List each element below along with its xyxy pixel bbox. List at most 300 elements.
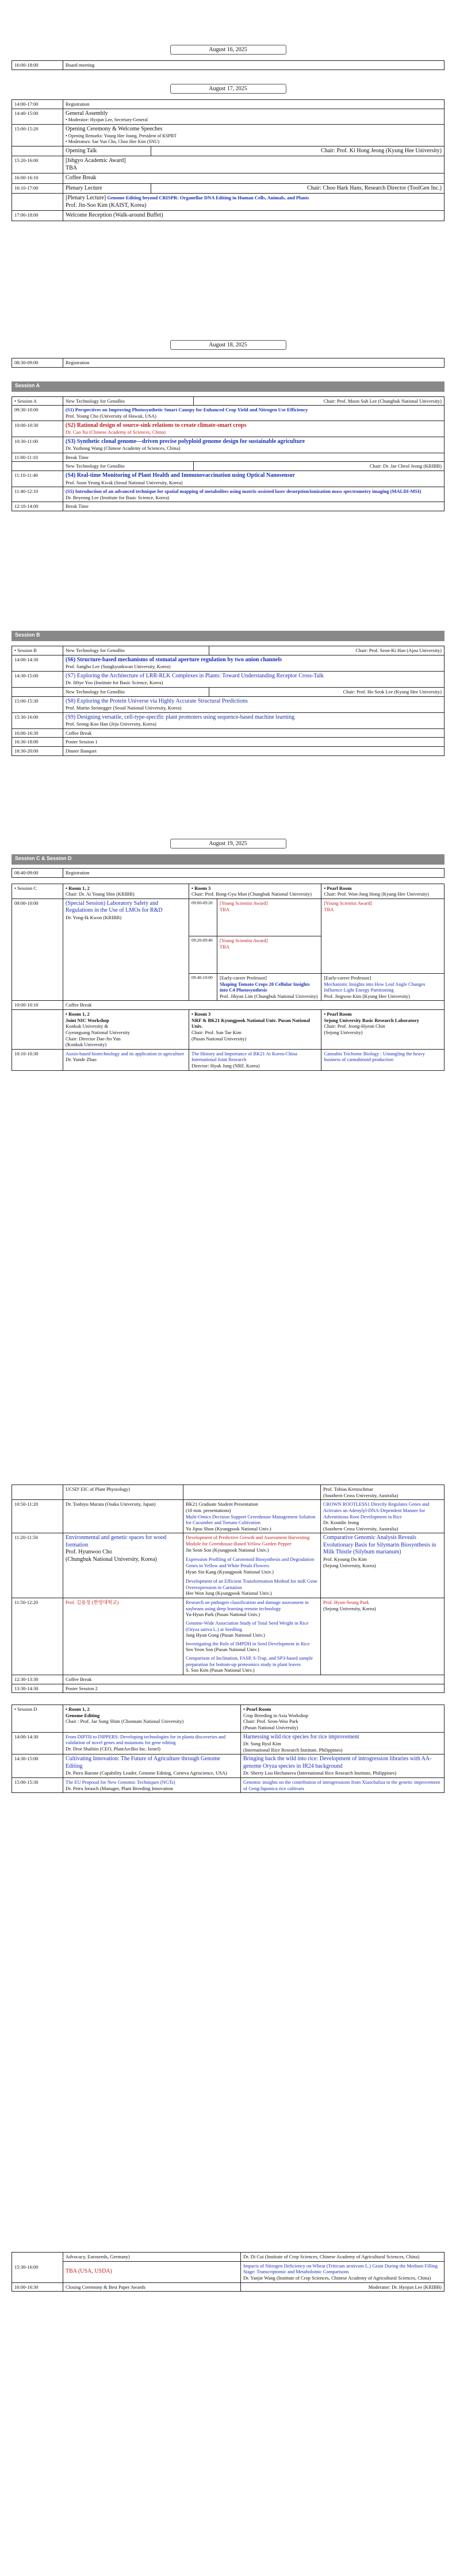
table-row bbox=[12, 156, 444, 173]
event-cell: Registration bbox=[63, 100, 444, 109]
event-sub: • Moderators: Sae Yun Cho, Choo Hee Kim (SNU) bbox=[66, 138, 160, 144]
time-cell: 09:00-10:00 bbox=[12, 898, 63, 1001]
talk-cell bbox=[63, 406, 444, 421]
time-cell: 09:40-10:00 bbox=[189, 973, 217, 1001]
table-row bbox=[12, 1754, 444, 1778]
table-row bbox=[12, 671, 444, 687]
talk-cell bbox=[63, 655, 444, 671]
talk-title: (S1) Perspectives on Improving Photosynthetic Smart Canopy for Enhanced Crop Yield and Nitrogen Use Efficiency bbox=[66, 407, 308, 413]
time-cell: 08:40-09:00 bbox=[12, 869, 63, 878]
table-row bbox=[12, 1684, 444, 1693]
time-cell: 09:20-09:40 bbox=[189, 936, 217, 973]
time-cell: • Session B bbox=[12, 646, 63, 655]
event-cell: Registration bbox=[63, 869, 444, 878]
time-cell: 13:30-14:30 bbox=[12, 1684, 63, 1693]
event-cell: Board meeting bbox=[63, 61, 444, 70]
table-row bbox=[12, 471, 444, 487]
talk-cell bbox=[63, 471, 444, 487]
talk-cell bbox=[321, 1500, 444, 1533]
talk-title: Comparative Genomic Analysis Reveals Evolutionary Basis for Silymarin Biosynthesis in Milk Thistle (Silybum marianum) bbox=[323, 1534, 436, 1556]
time-cell: 11:20-11:50 bbox=[12, 1533, 63, 1598]
talk-cell bbox=[63, 421, 444, 437]
workshop-header bbox=[321, 1010, 444, 1050]
table-row bbox=[12, 2253, 444, 2262]
talk-cell bbox=[63, 696, 444, 712]
room-chair: Chair: Prof. Won-Jong Hong (Kyung Hee University) bbox=[324, 891, 429, 897]
speaker: Prof. Seong-Koo Han (Jeju University, Korea) bbox=[66, 721, 156, 727]
time-cell: 10:30-11:00 bbox=[12, 437, 63, 453]
table-row bbox=[12, 61, 444, 70]
room-header bbox=[189, 884, 321, 898]
table-row bbox=[12, 1500, 444, 1533]
session-a-table bbox=[12, 396, 444, 511]
speaker: Dr. Yuzhong Wang (Chinese Academy of Sciences, China) bbox=[66, 445, 181, 452]
workshop-org: Gyeongsang National University bbox=[66, 1029, 130, 1035]
table-row bbox=[12, 1598, 444, 1675]
speaker: Prof. Jihyun Lim (Chungbuk National University) bbox=[220, 993, 318, 999]
track-cell: New Technology for GenoBio bbox=[63, 646, 209, 655]
table-row bbox=[12, 1778, 444, 1793]
chair-cell: Chair: Dr. Jae Cheol Jeong (KRIBB) bbox=[194, 462, 444, 471]
event-label: Plenary Lecture bbox=[63, 183, 151, 194]
time-cell: 09:30-10:00 bbox=[12, 406, 63, 421]
talk-title: (S4) Real-time Monitoring of Plant Health and Immunovaccination using Optical Nanosensor bbox=[66, 472, 295, 479]
schedule-table bbox=[12, 358, 444, 368]
track-cell: New Technology for GenoBio bbox=[63, 687, 209, 696]
table-row bbox=[12, 1485, 444, 1500]
room-title: • Pearl Room bbox=[243, 1706, 271, 1713]
table-row bbox=[12, 738, 444, 747]
speaker: (Sejong University, Korea) bbox=[323, 1562, 376, 1568]
talk-title: (S3) Synthetic clonal genome—driven precise polyploid genome design for sustainable agriculture bbox=[66, 438, 305, 445]
talk-cell bbox=[63, 487, 444, 502]
talk-cell bbox=[183, 1533, 321, 1598]
talk-cell bbox=[241, 1754, 444, 1778]
talk-title: Expression Profiling of Carotenoid Biosynthesis and Degradation Genes in Yellow and White Petals Flowers bbox=[186, 1556, 315, 1568]
award-sub: TBA bbox=[324, 906, 334, 912]
chair-cell: Chair: Choo Hark Hans, Research Director (ToolGen Inc.) bbox=[151, 183, 444, 194]
talk-title: Comparison of Inclination, FASP, S-Trap, and SP3-based sample preparation for bottom-up proteomics study in plant leaves bbox=[186, 1655, 313, 1667]
workshop-chair: Chair: Prof. Sun Tae Kim bbox=[191, 1029, 242, 1035]
room-title: • Room 3 bbox=[191, 1011, 211, 1017]
speaker: Dr. Koutdie Jeong bbox=[323, 1520, 359, 1526]
event-cell bbox=[63, 156, 444, 173]
talk-title: Cannabis Trichome Biology : Untangling the heavy business of cannabinoid production bbox=[324, 1050, 425, 1063]
event-cell: Poster Session 2 bbox=[63, 1684, 444, 1693]
talk-title: (Special Session) Laboratory Safety and Regulations in the Use of LMOs for R&D bbox=[66, 900, 163, 914]
aug17-section bbox=[12, 84, 444, 221]
award-label: [Young Scientist Award] bbox=[220, 937, 268, 943]
table-row bbox=[12, 728, 444, 738]
event-label: [Plenary Lecture] bbox=[66, 195, 106, 202]
table-row bbox=[12, 2282, 444, 2292]
event-cell: Dinner Banquet bbox=[63, 747, 444, 756]
award-sub: TBA bbox=[220, 943, 229, 950]
schedule-table bbox=[12, 99, 444, 221]
event-sub: TBA bbox=[66, 164, 77, 171]
time-cell: 12:30-13:30 bbox=[12, 1675, 63, 1684]
time-cell: 10:00-10:30 bbox=[12, 421, 63, 437]
speaker: Dr. Jiftye Yoo (Institute for Basic Science, Korea) bbox=[66, 680, 163, 686]
time-cell: • Session C bbox=[12, 884, 63, 898]
chair-cell: Chair: Prof. Seon-Ki Han (Ajou University) bbox=[209, 646, 444, 655]
table-row bbox=[12, 1010, 444, 1050]
time-cell: 08:30-09:00 bbox=[12, 358, 63, 368]
table-row bbox=[12, 173, 444, 184]
table-row bbox=[12, 1049, 444, 1070]
speaker: Dr. Yanjie Wang (Institute of Crop Sciences, Chinese Academy of Agricultural Sciences, China) bbox=[243, 2274, 431, 2281]
talk-cell bbox=[217, 936, 321, 973]
speaker: Dr. Piero Barone (Capability Leader, Genome Editing, Corteva Agriscience, USA) bbox=[66, 1770, 227, 1776]
talk-cell bbox=[63, 712, 444, 728]
talk-cell bbox=[63, 437, 444, 453]
talk-cell bbox=[183, 1485, 321, 1500]
session-b-bar: Session B bbox=[12, 631, 444, 641]
table-row bbox=[12, 406, 444, 421]
speaker: Prof. Jin-Soo Kim (KAIST, Korea) bbox=[66, 202, 147, 209]
table-row bbox=[12, 646, 444, 655]
time-cell: 15:00-15:20 bbox=[12, 125, 63, 146]
time-cell: 09:00-09:20 bbox=[189, 898, 217, 936]
time-cell: 15:30-16:00 bbox=[12, 2253, 63, 2283]
time-cell bbox=[12, 687, 63, 696]
award-label: [Early-career Professor] bbox=[324, 974, 371, 981]
speaker: Hyun Sin Kang (Kyungpook National Univ.) bbox=[186, 1568, 274, 1575]
event-cell: Registration bbox=[63, 358, 444, 368]
talk-title: Cultivating Innovation: The Future of Agriculture through Genome Editing bbox=[66, 1756, 220, 1769]
talk-title: The EU Proposal for New Genomic Techniques (NGTs) bbox=[66, 1779, 175, 1785]
page3-section bbox=[12, 2252, 444, 2292]
table-row bbox=[12, 194, 444, 211]
talk-title: Environmental and genetic spaces for wood formation bbox=[66, 1534, 167, 1548]
event-sub: • Moderator: Hyojun Lee, Secretary-General bbox=[66, 117, 148, 123]
event-cell: Break Time bbox=[63, 453, 444, 462]
talk-cell: TBA (USA, USDA) bbox=[63, 2261, 241, 2282]
time-cell: 16:00-16:30 bbox=[12, 2282, 63, 2292]
time-cell: 16:10-17:00 bbox=[12, 183, 63, 194]
talk-title: Shaping Tomato Crops 20 Cellular Insights into C4 Photosynthesis bbox=[220, 981, 310, 993]
event-cell: Coffee Break bbox=[63, 1675, 444, 1684]
table-row bbox=[12, 884, 444, 898]
talk-cell bbox=[183, 1598, 321, 1675]
time-cell: 16:00-18:00 bbox=[12, 61, 63, 70]
award-label: [Young Scientist Award] bbox=[220, 900, 268, 906]
chair-cell: Chair: Prof. Ho Seok Lee (Kyung Hee University) bbox=[209, 687, 444, 696]
speaker: Dr. Yong-Ik Kwon (KRIBB) bbox=[66, 914, 122, 920]
speaker: S. Soo Kim (Pusan National Univ.) bbox=[186, 1667, 255, 1673]
time-cell: • Session D bbox=[12, 1705, 63, 1733]
talk-title: (S6) Structure-based mechanisms of stomatal aperture regulation by two anion channels bbox=[66, 656, 282, 663]
table-row bbox=[12, 869, 444, 878]
session-d-table bbox=[12, 1705, 444, 1793]
event-cell: Coffee Break bbox=[63, 728, 444, 738]
session-b-section bbox=[12, 631, 444, 756]
time-cell: 14:00-14:30 bbox=[12, 1732, 63, 1754]
table-row bbox=[12, 655, 444, 671]
talk-title: Harnessing wild rice species for rice improvement bbox=[243, 1733, 359, 1740]
room-title: • Pearl Room bbox=[324, 1011, 352, 1017]
time-cell bbox=[12, 462, 63, 471]
table-row bbox=[12, 100, 444, 109]
time-cell bbox=[12, 1485, 63, 1500]
session-a-bar: Session A bbox=[12, 381, 444, 392]
room-chair: (Pusan National University) bbox=[243, 1725, 298, 1730]
event-title: Opening Ceremony & Welcome Speeches bbox=[66, 126, 163, 133]
time-cell bbox=[12, 1010, 63, 1050]
workshop-name: Sejong University Basic Research Laboratory bbox=[324, 1017, 419, 1023]
workshop-org: Konkuk University & bbox=[66, 1023, 109, 1029]
time-cell: 17:00-18:00 bbox=[12, 211, 63, 221]
speaker: Dr. Yunde Zhao bbox=[66, 1056, 97, 1063]
chair-cell: Chair: Prof. Moon Suh Lee (Chungbuk National University) bbox=[194, 396, 444, 406]
schedule-table bbox=[12, 60, 444, 70]
time-cell: 14:00-14:30 bbox=[12, 655, 63, 671]
workshop-name: Genome Editing bbox=[66, 1712, 100, 1718]
chair-cell: Moderator: Dr. Hyojun Lee (KRIBB) bbox=[241, 2282, 444, 2292]
room-title: • Room 3 bbox=[191, 885, 211, 891]
table-row bbox=[12, 453, 444, 462]
speaker: Prof. Martin Steinegger (Seoul National University, Korea) bbox=[66, 705, 182, 711]
workshop-name: Crop Breeding in Asia Workshop bbox=[243, 1712, 308, 1718]
talk-cell bbox=[321, 973, 444, 1001]
time-cell: 18:30-20:00 bbox=[12, 747, 63, 756]
talk-cell: Advocacy, Euroseeds, Germany) bbox=[63, 2253, 241, 2262]
talk-title: Bringing back the wild into rice: Development of introgression libraries with AA-genome Oryza species in IR24 background bbox=[243, 1756, 432, 1769]
chair-cell: Chair: Prof. Ki Hong Jeong (Kyung Hee University) bbox=[151, 146, 444, 156]
speaker: (Sejong University, Korea) bbox=[323, 1605, 376, 1611]
aug18-section bbox=[12, 340, 444, 511]
event-title: General Assembly bbox=[66, 110, 108, 117]
talk-title: (S9) Designing versatile, cell-type-specific plant promoters using sequence-based machine learning bbox=[66, 714, 295, 720]
time-cell: 14:00-17:00 bbox=[12, 100, 63, 109]
speaker: Prof. Young Cho (University of Hawaii, USA) bbox=[66, 412, 156, 419]
talk-cell: UCSD' EIC of Plant Physiology) bbox=[63, 1485, 183, 1500]
time-cell: 15:00-15:30 bbox=[12, 1778, 63, 1793]
room-title: • Room 1, 2 bbox=[66, 1011, 90, 1017]
event-cell: Welcome Reception (Walk-around Buffet) bbox=[63, 211, 444, 221]
talk-title: From DIPTH to DIPPERS: Developing technologies for in planta discoveries and validation of novel genes and mutations for gene editing bbox=[66, 1733, 226, 1746]
event-label: Opening Talk bbox=[63, 146, 151, 156]
time-cell: 15:30-16:00 bbox=[12, 712, 63, 728]
speaker: Dr. Cao Xu (Chinese Academy of Sciences, China) bbox=[66, 429, 166, 435]
workshop-chair: (Konkuk University) bbox=[66, 1042, 107, 1048]
date-header: August 19, 2025 bbox=[170, 839, 286, 849]
page2-section bbox=[12, 1484, 444, 1793]
table-row bbox=[12, 1001, 444, 1010]
workshop-name: Joint NIC Workshop bbox=[66, 1017, 109, 1023]
speaker: (Chungbuk National University, Korea) bbox=[66, 1556, 157, 1563]
speaker: Director: Hyuk Jung (NRF, Korea) bbox=[191, 1063, 260, 1069]
session-d-continued-table bbox=[12, 2252, 444, 2292]
time-cell: 14:40-15:00 bbox=[12, 109, 63, 125]
talk-title: (S7) Exploring the Architecture of LRR-RLK Complexes in Plants: Toward Understanding Receptor Cross-Talk bbox=[66, 672, 324, 679]
talk-cell bbox=[321, 1598, 444, 1675]
table-row bbox=[12, 1533, 444, 1598]
event-sub: • Opening Remarks: Young Hee Joung, President of KSPBT bbox=[66, 133, 177, 138]
room-header bbox=[63, 884, 189, 898]
workshop-chair: (Pusan National University) bbox=[191, 1035, 247, 1042]
speaker: Jang Hyun Gong (Pusan National Univ.) bbox=[186, 1632, 265, 1638]
table-row bbox=[12, 487, 444, 502]
table-row bbox=[12, 462, 444, 471]
talk-cell bbox=[63, 1778, 241, 1793]
talk-cell bbox=[241, 2261, 444, 2282]
talk-title: Mechanistic Insights into How Leaf Angle Changes Influence Light Energy Partitioning bbox=[324, 981, 426, 993]
table-row bbox=[12, 687, 444, 696]
time-cell: 14:30-15:00 bbox=[12, 1754, 63, 1778]
table-row bbox=[12, 437, 444, 453]
time-cell: 11:00-11:10 bbox=[12, 453, 63, 462]
table-row bbox=[12, 747, 444, 756]
speaker: Yu Jipsu Shon (Kyungpook National Univ.) bbox=[186, 1525, 271, 1532]
time-cell: 10:50-11:20 bbox=[12, 1500, 63, 1533]
talk-sub: (10 min. presentations) bbox=[186, 1507, 231, 1513]
speaker: Seo Yeon Son (Pusan National Univ.) bbox=[186, 1646, 259, 1653]
event-cell: Coffee Break bbox=[63, 1001, 444, 1010]
speaker: Dr. Sung Ryul Kim bbox=[243, 1741, 281, 1747]
table-row bbox=[12, 358, 444, 368]
talk-title: Development of an Efficient Transformation Method for miR Gene Overexpression in Carnation bbox=[186, 1578, 317, 1590]
speaker: Dr. Beyeong Lee (Institute for Basic Science, Korea) bbox=[66, 494, 170, 500]
session-c-table bbox=[12, 884, 444, 1071]
talk-cell bbox=[63, 1049, 189, 1070]
speaker: Yu-Hyun Park (Pusan National Univ.) bbox=[186, 1611, 260, 1618]
track-cell: New Technology for GenoBio bbox=[63, 462, 194, 471]
aug19-section bbox=[12, 839, 444, 1071]
speaker: Prof. Sangho Lee (Sungkyunkwan University, Korea) bbox=[66, 664, 171, 670]
talk-title: Research on pathogen classification and damage assessment in soybeans using deep learning remote technology bbox=[186, 1599, 309, 1611]
speaker: Jin Seon Son (Kyungpook National Univ.) bbox=[186, 1547, 269, 1553]
room-header bbox=[241, 1705, 444, 1733]
event-cell bbox=[63, 125, 444, 146]
date-header: August 17, 2025 bbox=[170, 84, 286, 94]
table-row bbox=[12, 109, 444, 125]
talk-cell bbox=[189, 1049, 321, 1070]
workshop-header bbox=[189, 1010, 321, 1050]
workshop-header bbox=[63, 1010, 189, 1050]
date-header: August 16, 2025 bbox=[170, 45, 286, 55]
speaker: Dr. Dror Shalitin (CEO, PlantArcBio Inc. Israel) bbox=[66, 1745, 161, 1752]
time-cell: 11:50-12:20 bbox=[12, 1598, 63, 1675]
room-chair: Chair: Prof. Bong-Gyu Mun (Chungbuk National University) bbox=[191, 891, 312, 897]
talk-cell bbox=[183, 1500, 321, 1533]
time-cell: 12:10-14:00 bbox=[12, 502, 63, 511]
table-row bbox=[12, 211, 444, 221]
table-row bbox=[12, 1732, 444, 1754]
speaker: Dr. Petra Jorasch (Manager, Plant Breeding Innovation bbox=[66, 1785, 173, 1791]
talk-title: The History and Importance of BK21 At Korea-China International Joint Research bbox=[191, 1050, 297, 1063]
table-row bbox=[12, 146, 444, 156]
talk-title: Development of Predictive Growth and Assessment Harvesting Module for Greenhouse-Based Yellow Garden Pepper bbox=[186, 1534, 310, 1547]
talk-cell bbox=[321, 898, 444, 973]
time-cell bbox=[12, 194, 63, 211]
table-row bbox=[12, 1675, 444, 1684]
talk-cell bbox=[63, 671, 444, 687]
talk-title: BK21 Graduate Student Presentation bbox=[186, 1501, 258, 1507]
event-cell: Poster Session 1 bbox=[63, 738, 444, 747]
talk-title: Genome Editing beyond CRISPR: Organellar DNA Editing in Human Cells, Animals, and Plants bbox=[107, 195, 309, 201]
speaker: Dr. Sherry Lou Hechanova (International Rice Research Institute, Philippines) bbox=[243, 1770, 397, 1776]
talk-title: Genome-Wide Association Study of Total Seed Weight in Rice (Oryza sativa L.) at Seedling bbox=[186, 1619, 309, 1632]
table-row bbox=[12, 696, 444, 712]
room-title: • Room 1, 2 bbox=[66, 885, 90, 891]
talk-cell bbox=[321, 1049, 444, 1070]
time-cell: 10:10-10:30 bbox=[12, 1049, 63, 1070]
award-label: [Early-career Professor] bbox=[220, 974, 267, 981]
talk-cell bbox=[63, 898, 189, 1001]
speaker: Prof. Jingwoo Kim (Kyung Hee University) bbox=[324, 993, 411, 999]
table-row bbox=[12, 898, 444, 936]
speaker: (International Rice Research Institute, Philippines) bbox=[243, 1746, 343, 1753]
workshop-chair: Chair: Prof. Jeong-Hyeon Chin bbox=[324, 1023, 385, 1029]
aug16-section bbox=[12, 45, 444, 70]
table-row bbox=[12, 396, 444, 406]
event-cell: Closing Ceremony & Best Paper Awards bbox=[63, 2282, 241, 2292]
speaker: Prof. Hyun-Seung Park bbox=[323, 1599, 369, 1605]
talk-cell bbox=[321, 1485, 444, 1500]
talk-cell bbox=[63, 1732, 241, 1754]
talk-cell bbox=[63, 1533, 183, 1598]
schedule-table bbox=[12, 868, 444, 878]
talk-cell bbox=[217, 898, 321, 936]
time-cell: • Session A bbox=[12, 396, 63, 406]
talk-title: CROWN ROOTLESS1 Directly Regulates Genes and Activates an Adenylyl-DNA-Dependent Manner for Adventitious Root Development in Rice bbox=[323, 1501, 430, 1520]
room-header bbox=[321, 884, 444, 898]
speaker: Prof. Soon Yeong Kwak (Seoul National University, Korea) bbox=[66, 479, 183, 485]
speaker: Prof. Hyunwoo Cho bbox=[66, 1549, 112, 1556]
talk-title: Investigating the Role of IMPDH in Seed Development in Rice bbox=[186, 1640, 310, 1646]
speaker: Hee Won Jung (Kyungpook National Univ.) bbox=[186, 1590, 272, 1596]
speaker: (Southern Cross University, Australia) bbox=[323, 1492, 398, 1498]
room-chair: Chair: Dr. Ai Young Shin (KRIBB) bbox=[66, 891, 135, 897]
talk-title: Auxin-based biotechnology and its application in agriculture bbox=[66, 1050, 185, 1056]
session-c-continued-table bbox=[12, 1484, 444, 1693]
table-row bbox=[12, 502, 444, 511]
talk-cell bbox=[217, 973, 321, 1001]
talk-cell bbox=[241, 1778, 444, 1793]
event-cell bbox=[63, 194, 444, 211]
workshop-chair: (Sejong University) bbox=[324, 1029, 363, 1035]
table-row bbox=[12, 421, 444, 437]
speaker: Prof. Tobias Kretzschmar bbox=[323, 1486, 373, 1492]
table-row bbox=[12, 183, 444, 194]
talk-cell bbox=[321, 1533, 444, 1598]
speaker: (Southern Cross University, Australia) bbox=[323, 1525, 398, 1532]
talk-title: Multi-Omics Decision Support Greenhouse Management Solution for Cucumber and Tomato Cultivation bbox=[186, 1513, 316, 1526]
session-cd-bar: Session C & Session D bbox=[12, 854, 444, 865]
track-cell: New Technology for GenoBio bbox=[63, 396, 194, 406]
time-cell: 10:00-10:10 bbox=[12, 1001, 63, 1010]
room-title: • Room 1, 2 bbox=[66, 1706, 90, 1713]
talk-title: Genomic insights on the contribution of introgressions from Xiaochaliza to the genetic improvement of Geng/Japonica rice cultivars bbox=[243, 1779, 440, 1791]
room-header bbox=[63, 1705, 241, 1733]
table-row bbox=[12, 1705, 444, 1733]
event-cell: Coffee Break bbox=[63, 173, 444, 184]
talk-title: (S8) Exploring the Protein Universe via Highly Accurate Structural Predictions bbox=[66, 697, 248, 704]
room-title: • Pearl Room bbox=[324, 885, 352, 891]
talk-cell bbox=[63, 1754, 241, 1778]
time-cell: 16:00-16:30 bbox=[12, 728, 63, 738]
date-header: August 18, 2025 bbox=[170, 340, 286, 350]
talk-cell: Dr. Toshiyu Murata (Osaka University, Japan) bbox=[63, 1500, 183, 1533]
time-cell: 14:30-15:00 bbox=[12, 671, 63, 687]
time-cell: 15:20-16:00 bbox=[12, 156, 63, 173]
event-cell bbox=[63, 109, 444, 125]
talk-cell bbox=[241, 1732, 444, 1754]
talk-title: (S2) Rational design of source-sink relations to create climate-smart crops bbox=[66, 422, 247, 429]
talk-cell: Prof. 김용정 (한양대학교) bbox=[63, 1598, 183, 1675]
talk-title: (S5) Introduction of an advanced technique for spatial mapping of metabolites using matrix-assisted laser desorption/ionization mass spectrometry imaging (MALDI-MSI) bbox=[66, 488, 421, 495]
